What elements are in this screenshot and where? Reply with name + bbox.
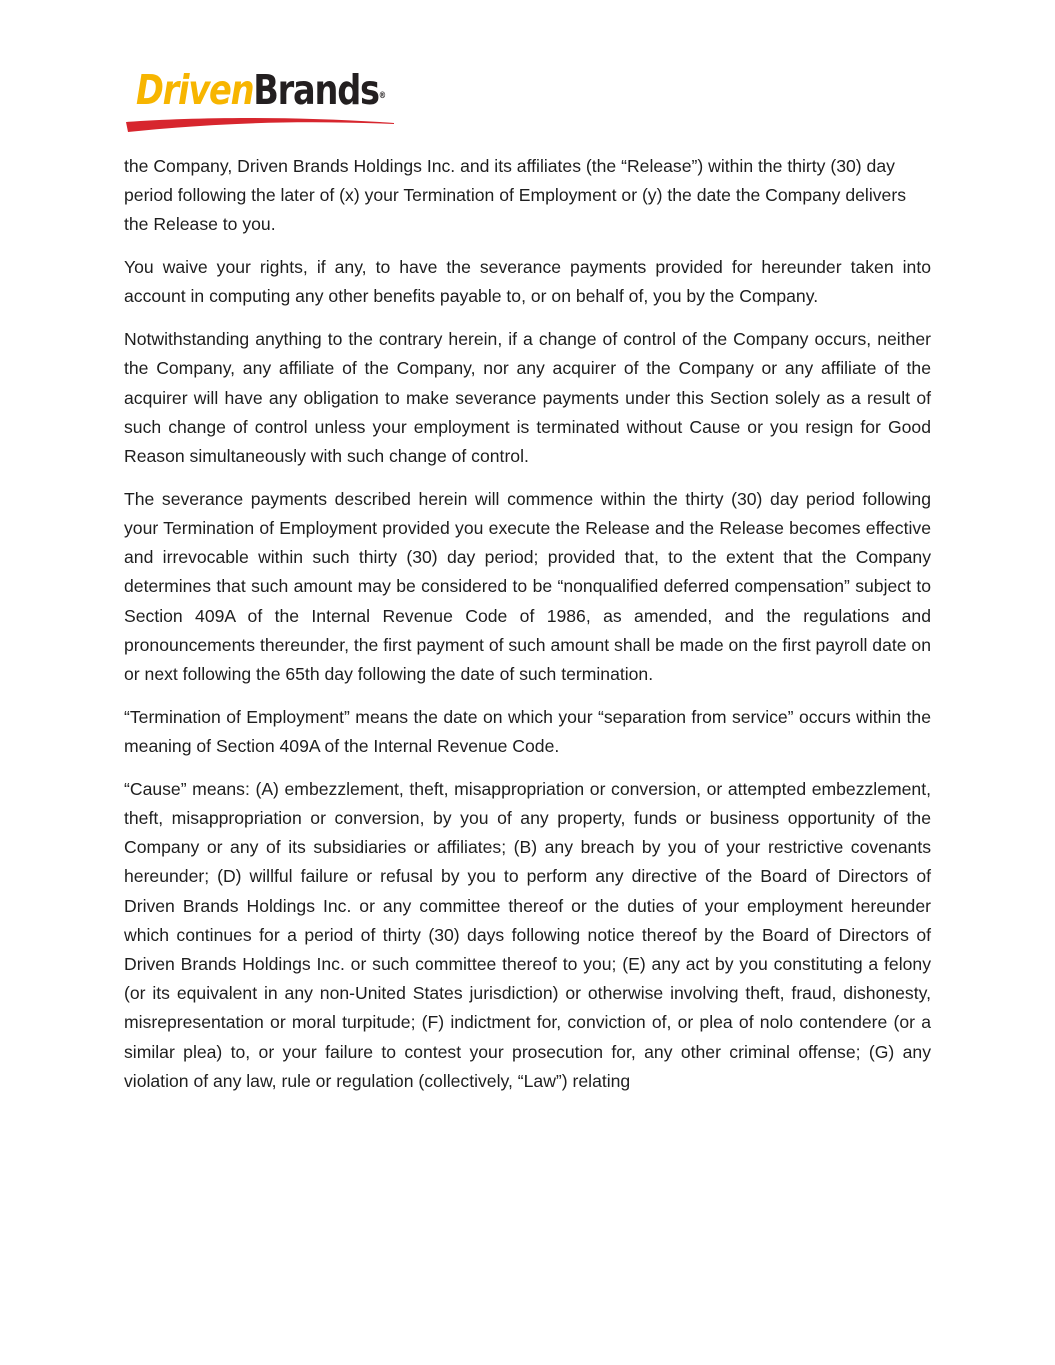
logo-swoosh-icon bbox=[126, 114, 394, 134]
paragraph-termination-definition: “Termination of Employment” means the date on which your “separation from service” occurs within the meaning of Section 409A of the Internal Revenue Code. bbox=[124, 706, 931, 757]
logo-wordmark bbox=[136, 68, 385, 112]
registered-mark: ® bbox=[378, 91, 385, 101]
paragraph-waiver: You waive your rights, if any, to have the severance payments provided for hereunder taken into account in computing any other benefits payable to, or on behalf of, you by the Company. bbox=[124, 257, 931, 307]
logo-text-driven: Driven bbox=[136, 66, 254, 114]
logo-text-brands: Brands bbox=[253, 66, 379, 114]
driven-brands-logo bbox=[126, 68, 396, 134]
paragraph-release-timing: the Company, Driven Brands Holdings Inc. and its affiliates (the “Release”) within the thirty (30) day period following the later of (x) your Termination of Employment or (y) the date the Company delivers the Release to you. bbox=[124, 156, 906, 235]
paragraph-severance-commencement: The severance payments described herein will commence within the thirty (30) day period following your Termination of Employment provided you execute the Release and the Release becomes effective and irrevocable within such thirty (30) day period; provided that, to the extent that the Company determines that such amount may be considered to be “nonqualified deferred compensation” subject to Section 409A of the Internal Revenue Code of 1986, as amended, and the regulations and pronouncements thereunder, the first payment of such amount shall be made on the first payroll date on or next following the 65th day following the date of such termination. bbox=[124, 488, 931, 685]
document-body bbox=[124, 152, 931, 1110]
paragraph-cause-definition: “Cause” means: (A) embezzlement, theft, misappropriation or conversion, or attempted embezzlement, theft, misappropriation or conversion, by you of any property, funds or business opportunity of the Company or any of its subsidiaries or affiliates; (B) any breach by you of your restrictive covenants hereunder; (D) willful failure or refusal by you to perform any directive of the Board of Directors of Driven Brands Holdings Inc. or any committee thereof or the duties of your employment hereunder which continues for a period of thirty (30) days following notice thereof by the Board of Directors of Driven Brands Holdings Inc. or such committee thereof to you; (E) any act by you constituting a felony (or its equivalent in any non-United States jurisdiction) or otherwise involving theft, fraud, dishonesty, misrepresentation or moral turpitude; (F) indictment for, conviction of, or plea of nolo contendere (or a similar plea) to, or your failure to contest your prosecution for, any other criminal offense; (G) any violation of any law, rule or regulation (collectively, “Law”) relating bbox=[124, 778, 931, 1091]
paragraph-change-of-control: Notwithstanding anything to the contrary herein, if a change of control of the Company occurs, neither the Company, any affiliate of the Company, nor any acquirer of the Company or any affiliate of the acquirer will have any obligation to make severance payments under this Section solely as a result of such change of control unless your employment is terminated without Cause or you resign for Good Reason simultaneously with such change of control. bbox=[124, 329, 931, 467]
